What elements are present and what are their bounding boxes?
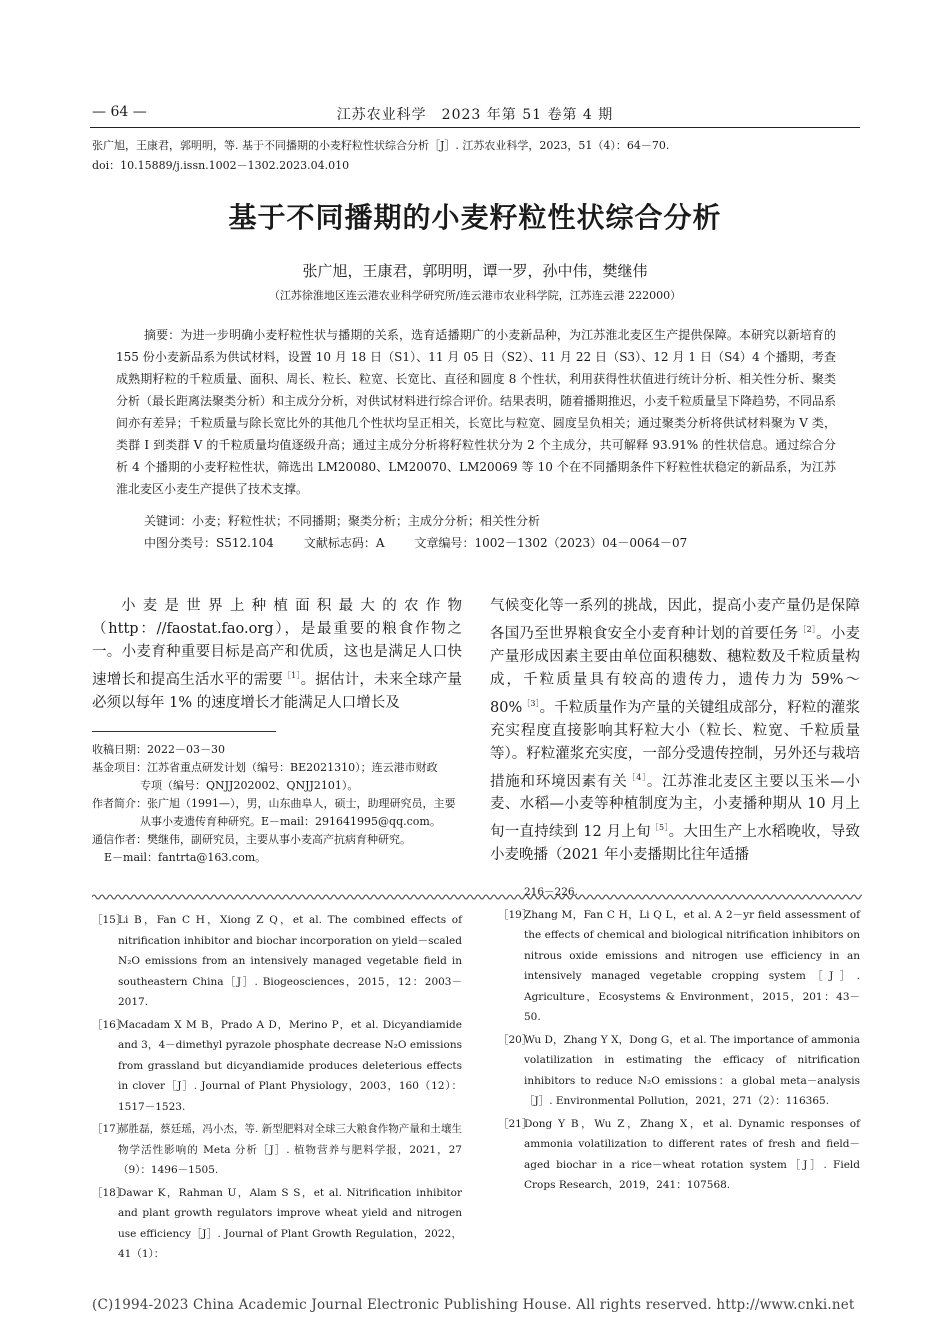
reference-item [92,1119,462,1181]
reference-number: ［20］ [498,1033,533,1046]
clc-number: 中图分类号：S512.104 [144,536,274,550]
author-info: 作者简介：张广旭（1991—），男，山东曲阜人，硕士，助理研究员，主要 [92,797,456,810]
reference-text: 郝胜磊，蔡廷瑶，冯小杰，等. 新型肥料对全球三大粮食作物产量和土壤生物学活性影响的 Meta 分析［J］. 植物营养与肥料学报，2021，27（9）：1496－1505. [118,1123,462,1176]
reference-text: Dong Y B，Wu Z，Zhang X，et al. Dynamic responses of ammonia volatilization to different rates of fresh and field－aged biochar in a rice－wheat rotation system［J］. Field Crops Research，2019，241：107568. [524,1117,860,1191]
body-column-left [92,595,462,715]
header-rule [90,127,860,128]
reference-number: ［19］ [498,908,533,921]
reference-number: ［16］ [92,1018,127,1031]
references-left [92,910,462,1267]
citation-block [92,136,862,176]
affiliation: （江苏徐淮地区连云港农业科学研究所/连云港市农业科学院，江苏连云港 222000） [268,289,682,302]
reference-item [498,1030,860,1112]
body-text: 。小麦产量形成因素主要由单位面积穗数、穗粒数及千粒质量构成，千粒质量具有较高的遗传力，遗传力为 59%～80% [490,625,861,716]
reference-number: ［15］ [92,914,127,926]
reference-item [92,910,462,1013]
reference-item [498,905,860,1028]
page-number: — 64 — [92,104,147,120]
reference-text: Dawar K，Rahman U，Alam S S，et al. Nitrification inhibitor and plant growth regulators improve wheat yield and nitrogen use efficiency［J］. Journal of Plant Growth Regulation，2022，41（1）： [118,1186,462,1260]
body-text: 。据估计，未来全球产量必须以每年 1% 的速度增长才能满足人口增长及 [92,671,462,711]
corresponding-author: 通信作者：樊继伟，副研究员，主要从事小麦高产抗病育种研究。 [92,833,411,846]
citation-ref: ［5］ [650,823,669,833]
fund-info-cont: 专项（编号：QNJJ202002、QNJJ2101）。 [140,779,359,792]
body-column-right [490,595,860,867]
reference-number: ［21］ [498,1117,533,1130]
fund-info: 基金项目：江苏省重点研发计划（编号：BE2021310）；连云港市财政 [92,761,438,774]
abstract: 摘要：为进一步明确小麦籽粒性状与播期的关系，选育适播期广的小麦新品种，为江苏淮北麦区生产提供保障。本研究以新培育的 155 份小麦新品系为供试材料，设置 10 月 18 日（S1）、11 月 05 日（S2）、11 月 22 日（S3）、12 月 1 日（S4）4 个播期，考查成熟期籽粒的千粒质量、面积、周长、粒长、粒宽、长宽比、直径和圆度 8 个性状，利用获得性状值进行统计分析、相关性分析、聚类分析（最长距离法聚类分析）和主成分分析，对供试材料进行综合评价。结果表明，随着播期推迟，小麦千粒质量呈下降趋势，不同品系间亦有差异；千粒质量与除长宽比外的其他几个性状均呈正相关，长宽比与粒宽、圆度呈负相关；通过聚类分析将供试材料聚为 V 类，类群 I 到类群 V 的千粒质量均值逐级升高；通过主成分分析将籽粒性状分为 2 个主成分，共可解释 93.91% 的性状信息。通过综合分析 4 个播期的小麦籽粒性状，筛选出 LM20080、LM20070、LM20069 等 10 个在不同播期条件下籽粒性状稳定的新品系，为江苏淮北麦区小麦生产提供了技术支撑。 [116,328,837,496]
reference-item [92,1015,462,1118]
body-text: 。大田生产上水稻晚收，导致小麦晚播（2021 年小麦播期比往年适播 [490,824,861,864]
reference-text: Li B，Fan C H，Xiong Z Q，et al. The combined effects of nitrification inhibitor and biochar incorporation on yield－scaled N₂O emissions from an intensively managed vegetable field in southeastern China［J］. Biogeosciences，2015，12：2003－2017. [118,914,462,1008]
references-right [498,882,860,1198]
reference-number: ［18］ [92,1186,127,1199]
reference-item [498,1114,860,1196]
reference-text: Wu D，Zhang Y X，Dong G，et al. The importance of ammonia volatilization in estimating the efficacy of nitrification inhibitors to reduce N₂O emissions：a global meta－analysis［J］. Environmental Pollution，2021，271（2）：116365. [524,1033,860,1107]
citation-line: 张广旭，王康君，郭明明，等. 基于不同播期的小麦籽粒性状综合分析［J］. 江苏农业科学，2023，51（4）：64－70. [92,139,670,152]
received-date: 收稿日期：2022－03－30 [92,743,225,756]
document-code: 文献标志码：A [303,536,385,550]
author-info-cont: 从事小麦遗传育种研究。E－mail：291641995@qq.com。 [140,815,441,828]
journal-header: 江苏农业科学 2023 年第 51 卷第 4 期 [336,107,614,123]
reference-text: Macadam X M B，Prado A D，Merino P，et al. Dicyandiamide and 3，4－dimethyl pyrazole phosphate decrease N₂O emissions from grassland but dicyandiamide produces deleterious effects in clover［J］. Journal of Plant Physiology，2003，160（12）：1517－1523. [118,1018,462,1113]
article-title: 基于不同播期的小麦籽粒性状综合分析 [228,201,722,234]
doi-line: doi：10.15889/j.issn.1002－1302.2023.04.010 [92,159,350,172]
footnote-rule [92,731,276,732]
reference-item [92,1183,462,1265]
citation-ref: ［3］ [522,698,540,708]
body-text: 气候变化等一系列的挑战，因此，提高小麦产量仍是保障各国乃至世界粮食安全小麦育种计划的首要任务 [490,598,860,642]
citation-ref: ［1］ [282,671,301,680]
keywords: 关键词：小麦；籽粒性状；不同播期；聚类分析；主成分分析；相关性分析 [144,514,541,528]
footnotes [92,741,468,867]
body-text: 。千粒质量作为产量的关键组成部分，籽粒的灌浆充实程度直接影响其籽粒大小（粒长、粒宽、千粒质量等）。籽粒灌浆充实度，一部分受遗传控制，另外还与栽培措施和环境因素有关 [490,699,860,790]
reference-number: ［17］ [92,1123,127,1135]
copyright-notice: (C)1994-2023 China Academic Journal Electronic Publishing House. All rights reserved. http://www.cnki.net [92,1297,855,1313]
classification-line [144,532,687,554]
article-number: 文章编号：1002－1302（2023）04－0064－07 [414,536,688,550]
author-list: 张广旭，王康君，郭明明，谭一罗，孙中伟，樊继伟 [302,262,648,280]
citation-ref: ［2］ [798,625,817,634]
reference-text: Zhang M，Fan C H，Li Q L，et al. A 2－yr field assessment of the effects of chemical and biological nitrification inhibitors on nitrous oxide emissions and nitrogen use efficiency in an intensively managed vegetable cropping system［J］. Agriculture，Ecosystems & Environment，2015，201：43－50. [524,908,860,1023]
body-text: 小麦是世界上种植面积最大的农作物（http：//faostat.fao.org），是最重要的粮食作物之一。小麦育种重要目标是高产和优质，这也是满足人口快速增长和提高生活水平的需要 [92,598,462,688]
corresponding-author-cont: E－mail：fantrta@163.com。 [104,851,267,864]
body-text: 。江苏淮北麦区主要以玉米—小麦、水稻—小麦等种植制度为主，小麦播种期从 10 月上旬一直持续到 12 月上旬 [490,773,861,841]
citation-ref: ［4］ [627,772,647,782]
reference-continuation: 216－226. [524,886,578,898]
